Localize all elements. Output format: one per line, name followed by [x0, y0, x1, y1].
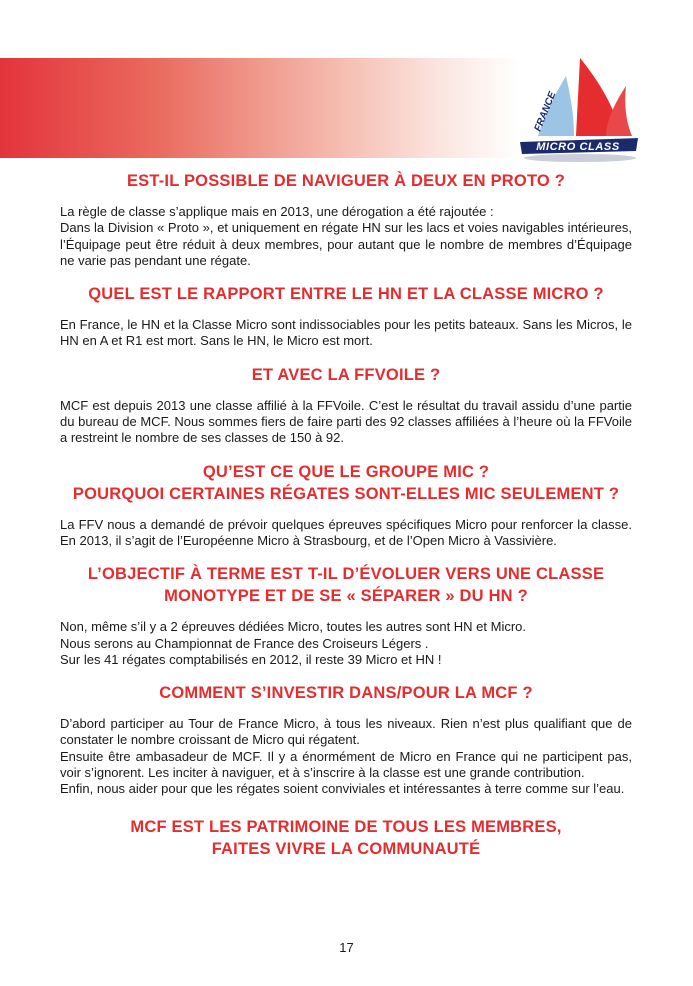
section-body [60, 317, 632, 350]
body-paragraph: La FFV nous a demandé de prévoir quelques épreuves spécifiques Micro pour renforcer la classe. En 2013, il s’agit de l’Européenne Micro à Strasbourg, et de l’Open Micro à Vassivière. [60, 516, 632, 548]
body-paragraph: MCF est depuis 2013 une classe affilié à la FFVoile. C’est le résultat du travail assidu d’une partie du bureau de MCF. Nous sommes fiers de faire parti des 92 classes affiliées à l’heure où la FFVoile a restreint le nombre de ses classes de 150 à 92. [60, 397, 632, 446]
sail-logo-icon [510, 52, 645, 167]
section-heading [60, 170, 632, 192]
heading-line: L’OBJECTIF À TERME EST T-IL D’ÉVOLUER VERS UNE CLASSE [87, 565, 605, 584]
qa-section [60, 364, 632, 447]
section-heading [60, 283, 632, 305]
section-body [60, 619, 632, 668]
qa-section [60, 682, 632, 797]
section-body [60, 204, 632, 269]
heading-line: EST-IL POSSIBLE DE NAVIGUER À DEUX EN PROTO ? [126, 172, 566, 190]
body-paragraph: Nous serons au Championnat de France des Croiseurs Légers . [60, 635, 429, 651]
body-paragraph: D’abord participer au Tour de France Micro, à tous les niveaux. Rien n’est plus qualifiant que de constater le nombre croissant de Micro qui régatent. [60, 716, 632, 748]
closing-heading [60, 816, 632, 860]
closing-block [60, 816, 632, 860]
section-heading [60, 461, 632, 505]
body-paragraph: En France, le HN et la Classe Micro sont indissociables pour les petits bateaux. Sans les Micros, le HN en A et R1 est mort. Sans le HN, le Micro est mort. [60, 317, 632, 349]
body-paragraph: Non, même s’il y a 2 épreuves dédiées Micro, toutes les autres sont HN et Micro. [60, 619, 527, 635]
body-paragraph: Sur les 41 régates comptabilisés en 2012, il reste 39 Micro et HN ! [60, 651, 442, 667]
body-paragraph: La règle de classe s’applique mais en 2013, une dérogation a été rajoutée : [60, 204, 494, 219]
body-paragraph: Dans la Division « Proto », et uniquement en régate HN sur les lacs et voies navigables intérieures, l’Équipage peut être réduit à deux membres, pour autant que le nombre de membres d’Équipage ne varie pas pendant une régate. [60, 220, 632, 268]
section-body [60, 398, 632, 447]
closing-line: FAITES VIVRE LA COMMUNAUTÉ [211, 839, 481, 858]
closing-line: MCF EST LES PATRIMOINE DE TOUS LES MEMBRES, [130, 817, 562, 836]
page-number: 17 [339, 940, 354, 955]
qa-section [60, 283, 632, 350]
heading-line: MONOTYPE ET DE SE « SÉPARER » DU HN ? [164, 587, 528, 606]
heading-line: QU’EST CE QUE LE GROUPE MIC ? [202, 462, 490, 481]
heading-line: QUEL EST LE RAPPORT ENTRE LE HN ET LA CLASSE MICRO ? [88, 285, 604, 304]
qa-section [60, 461, 632, 550]
logo-brand-text: MICRO CLASS [536, 141, 620, 153]
heading-line: COMMENT S’INVESTIR DANS/POUR LA MCF ? [159, 684, 533, 703]
section-body [60, 716, 632, 797]
heading-line: POURQUOI CERTAINES RÉGATES SONT-ELLES MIC SEULEMENT ? [72, 484, 620, 503]
section-heading [60, 563, 632, 607]
section-heading [60, 364, 632, 386]
micro-class-logo [510, 52, 645, 167]
body-paragraph: Enfin, nous aider pour que les régates soient conviviales et intéressantes à terre comme sur l’eau. [60, 781, 625, 797]
content-column [60, 170, 632, 860]
qa-section [60, 170, 632, 269]
section-body [60, 517, 632, 550]
header-banner [0, 58, 520, 158]
section-heading [60, 682, 632, 704]
logo-country-text: FRANCE [532, 90, 559, 134]
qa-section [60, 563, 632, 668]
body-paragraph: Ensuite être ambasadeur de MCF. Il y a énormément de Micro en France qui ne participent pas, voir s’ignorent. Les inciter à naviguer, et à s’inscrire à la classe est une grande contribution. [60, 748, 632, 781]
heading-line: ET AVEC LA FFVOILE ? [251, 365, 441, 384]
